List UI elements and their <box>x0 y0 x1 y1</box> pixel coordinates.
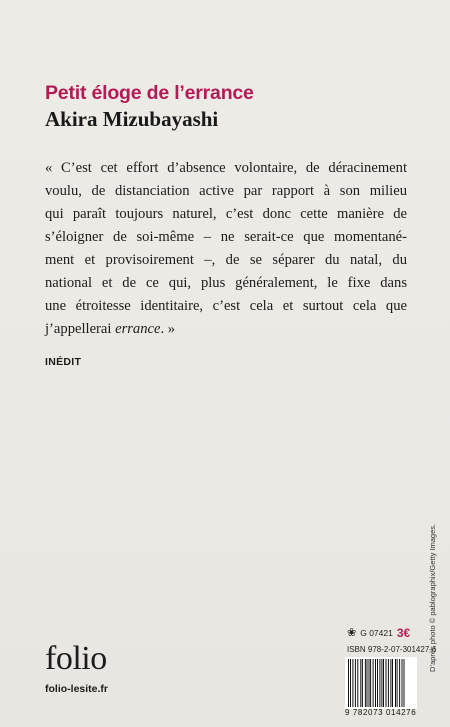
series-icon: ❀ <box>347 626 357 639</box>
book-title: Petit éloge de l’errance <box>45 82 254 104</box>
barcode-bar <box>357 659 358 707</box>
barcode-bar <box>392 659 393 707</box>
barcode-bars <box>345 657 417 709</box>
barcode-bar <box>365 659 366 707</box>
barcode-bar <box>362 659 363 707</box>
barcode-bar <box>370 659 371 707</box>
barcode-bar <box>383 659 384 707</box>
quote-last-prefix: j’appellerai <box>45 321 116 337</box>
barcode-bar <box>352 659 353 707</box>
barcode-bar <box>386 659 387 707</box>
barcode-bar <box>369 659 370 707</box>
unpublished-label: INÉDIT <box>45 356 82 368</box>
barcode-bar <box>381 659 382 707</box>
barcode-bar <box>373 659 374 707</box>
barcode-bar <box>395 659 396 707</box>
quote-line: voulu, de distanciation active par rapport à son milieu <box>45 183 407 199</box>
quote-line: national et de ce qui, plus généralement, le fixe dans <box>45 275 407 291</box>
price: 3€ <box>396 626 411 640</box>
barcode-bar <box>367 659 368 707</box>
photo-credit: D’après photo © pablographix/Getty Images. <box>428 523 437 672</box>
quote-line: s’éloigner de soi-même – ne serait-ce que momentané- <box>45 229 407 245</box>
isbn: ISBN 978-2-07-301427-6 <box>347 645 437 654</box>
barcode-bar <box>348 659 349 707</box>
price-row <box>347 626 417 640</box>
barcode-bar <box>390 659 391 707</box>
publisher-website: folio-lesite.fr <box>45 683 109 695</box>
barcode-digits: 9 782073 014276 <box>345 708 417 717</box>
barcode-bar <box>399 659 400 707</box>
quote-line: ment et provisoirement –, de se séparer du natal, du <box>45 252 407 268</box>
blurb-quote <box>45 157 407 341</box>
barcode-bar <box>350 659 351 707</box>
barcode <box>345 657 417 709</box>
barcode-bar <box>397 659 398 707</box>
quote-line-last <box>45 318 407 341</box>
quote-line: une étroitesse identitaire, c’est cela et surtout cela que <box>45 298 407 314</box>
barcode-bar <box>388 659 389 707</box>
quote-line: qui paraît toujours naturel, c’est donc cette manière de <box>45 206 407 222</box>
barcode-bar <box>402 659 403 707</box>
quote-last-suffix: . » <box>160 321 176 337</box>
book-author: Akira Mizubayashi <box>45 107 219 131</box>
folio-logo: folio <box>45 640 107 677</box>
quote-line: « C’est cet effort d’absence volontaire, de déracinement <box>45 160 407 176</box>
barcode-bar <box>377 659 378 707</box>
barcode-bar <box>360 659 361 707</box>
barcode-bar <box>379 659 380 707</box>
quote-italic-word: errance <box>115 321 161 337</box>
barcode-bar <box>404 659 405 707</box>
barcode-bar <box>355 659 356 707</box>
catalog-code: G 07421 <box>360 628 393 638</box>
barcode-bar <box>375 659 376 707</box>
